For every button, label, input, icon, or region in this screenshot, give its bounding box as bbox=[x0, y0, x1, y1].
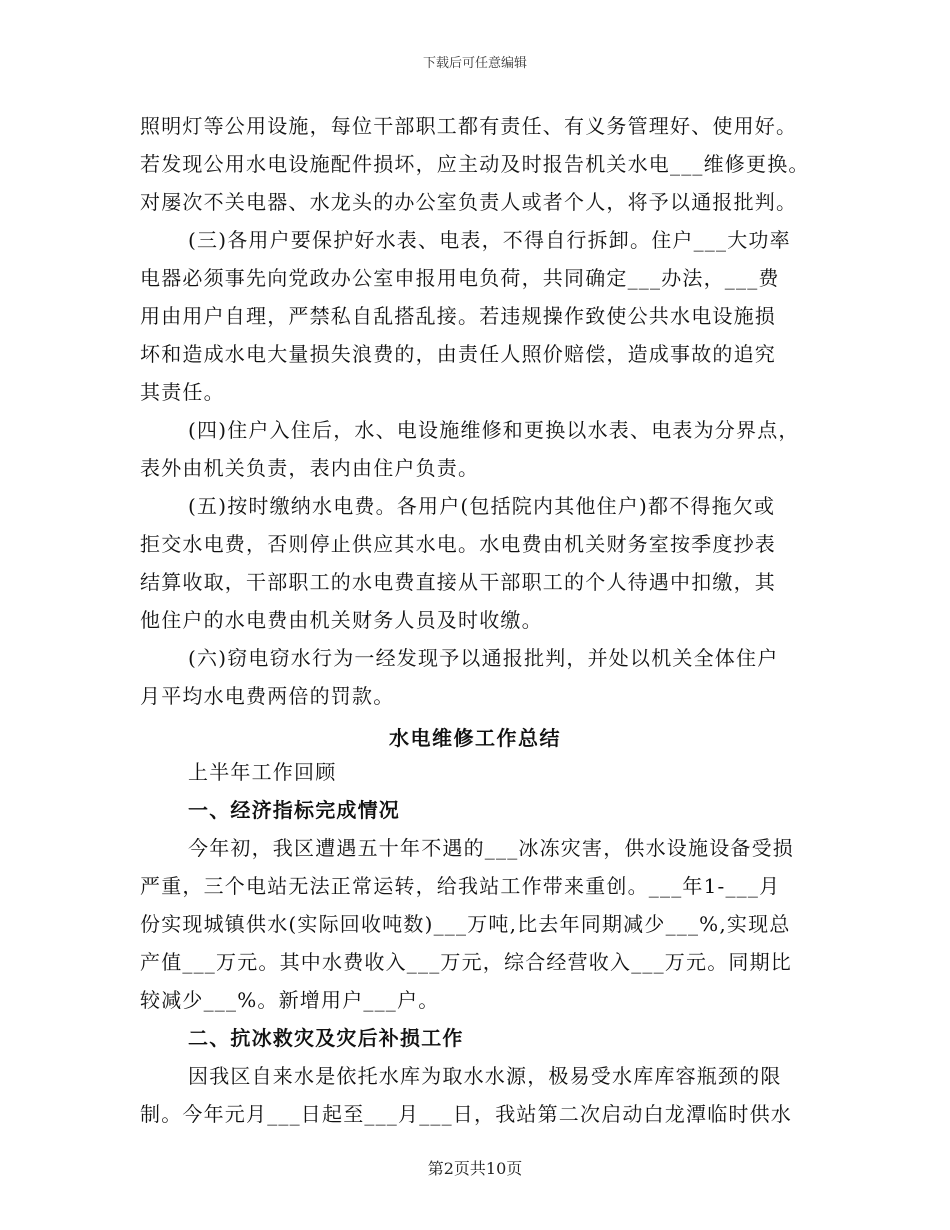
summary-line-7: 较减少___%。新增用户___户。 bbox=[140, 988, 440, 1012]
page-footer: 第2页共10页 bbox=[427, 1159, 523, 1178]
text-line-1: 照明灯等公用设施，每位干部职工都有责任、有义务管理好、使用好。 bbox=[140, 114, 798, 138]
text-line-14: 他住户的水电费由机关财务人员及时收缴。 bbox=[140, 608, 543, 632]
summary-line-10: 制。今年元月___日起至___月___日，我站第二次启动白龙潭临时供水 bbox=[140, 1102, 792, 1126]
text-line-16: 月平均水电费两倍的罚款。 bbox=[140, 684, 395, 708]
text-line-15: (六)窃电窃水行为一经发现予以通报批判，并处以机关全体住户 bbox=[188, 646, 779, 670]
text-line-5: 电器必须事先向党政办公室申报用电负荷，共同确定___办法，___费 bbox=[140, 266, 780, 290]
text-line-6: 用由用户自理，严禁私自乱搭乱接。若违规操作致使公共水电设施损 bbox=[140, 304, 776, 328]
text-line-12: 拒交水电费，否则停止供应其水电。水电费由机关财务室按季度抄表 bbox=[140, 532, 776, 556]
text-line-11: (五)按时缴纳水电费。各用户(包括院内其他住户)都不得拖欠或 bbox=[188, 494, 776, 518]
summary-line-1: 上半年工作回顾 bbox=[188, 760, 337, 784]
subheading-1: 一、经济指标完成情况 bbox=[188, 798, 400, 822]
summary-line-6: 产值___万元。其中水费收入___万元，综合经营收入___万元。同期比 bbox=[140, 950, 792, 974]
text-line-13: 结算收取，干部职工的水电费直接从干部职工的个人待遇中扣缴，其 bbox=[140, 570, 776, 594]
text-line-3: 对屡次不关电器、水龙头的办公室负责人或者个人，将予以通报批判。 bbox=[140, 190, 798, 214]
section-title: 水电维修工作总结 bbox=[389, 726, 561, 750]
text-line-2: 若发现公用水电设施配件损坏，应主动及时报告机关水电___维修更换。 bbox=[140, 152, 810, 176]
subheading-2: 二、抗冰救灾及灾后补损工作 bbox=[188, 1026, 464, 1050]
summary-line-9: 因我区自来水是依托水库为取水水源，极易受水库库容瓶颈的限 bbox=[188, 1064, 782, 1088]
summary-line-5: 份实现城镇供水(实际回收吨数)___万吨,比去年同期减少___%,实现总 bbox=[140, 912, 791, 936]
summary-line-4: 严重，三个电站无法正常运转，给我站工作带来重创。___年1-___月 bbox=[140, 874, 781, 898]
text-line-10: 表外由机关负责，表内由住户负责。 bbox=[140, 456, 480, 480]
summary-line-3: 今年初，我区遭遇五十年不遇的___冰冻灾害，供水设施设备受损 bbox=[188, 836, 794, 860]
text-line-9: (四)住户入住后，水、电设施维修和更换以水表、电表为分界点， bbox=[188, 418, 800, 442]
text-line-8: 其责任。 bbox=[140, 380, 225, 404]
page-header: 下载后可任意编辑 bbox=[422, 56, 527, 71]
text-line-4: (三)各用户要保护好水表、电表，不得自行拆卸。住户___大功率 bbox=[188, 228, 791, 252]
text-line-7: 坏和造成水电大量损失浪费的，由责任人照价赔偿，造成事故的追究 bbox=[140, 342, 776, 366]
